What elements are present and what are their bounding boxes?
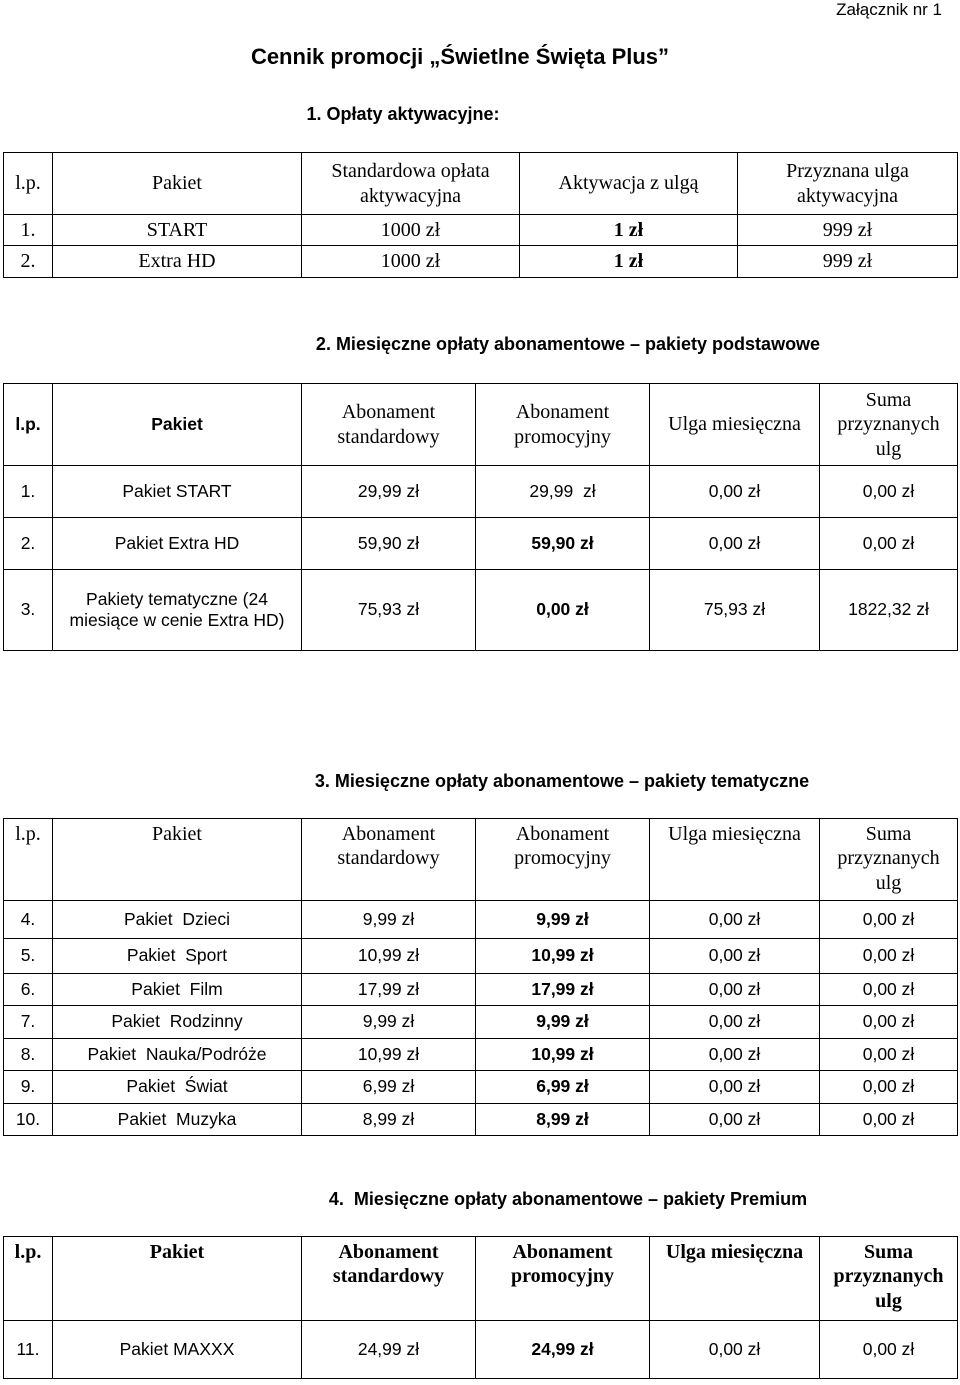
header-monthly-discount: Ulga miesięczna [650, 384, 820, 466]
header-package: Pakiet [53, 1237, 302, 1321]
cell-total-discounts: 0,00 zł [820, 1006, 958, 1039]
cell-lp: 6. [4, 974, 53, 1006]
header-package: Pakiet [53, 153, 302, 215]
cell-total-discounts: 0,00 zł [820, 1039, 958, 1071]
cell-total-discounts: 0,00 zł [820, 1071, 958, 1104]
header-monthly-discount: Ulga miesięczna [650, 1237, 820, 1321]
cell-lp: 8. [4, 1039, 53, 1071]
cell-package: Pakiet Dzieci [53, 901, 302, 939]
section3-heading-text: 3. Miesięczne opłaty abonamentowe – pakiety tematyczne [314, 771, 810, 791]
cell-discounted-activation: 1 zł [520, 246, 738, 278]
cell-monthly-discount: 0,00 zł [650, 974, 820, 1006]
cell-promo-subscription: 8,99 zł [476, 1104, 650, 1136]
table-row [4, 1039, 958, 1071]
cell-lp: 5. [4, 939, 53, 974]
cell-package: Pakiet MAXXX [53, 1321, 302, 1379]
cell-monthly-discount: 0,00 zł [650, 518, 820, 570]
header-total-discounts: Suma przyznanych ulg [820, 384, 958, 466]
cell-lp: 10. [4, 1104, 53, 1136]
cell-standard-subscription: 29,99 zł [302, 466, 476, 518]
cell-standard-subscription: 10,99 zł [302, 1039, 476, 1071]
cell-package: START [53, 215, 302, 246]
annex-label: Załącznik nr 1 [836, 0, 942, 19]
cell-monthly-discount: 0,00 zł [650, 1071, 820, 1104]
table-row [4, 1006, 958, 1039]
cell-standard-subscription: 6,99 zł [302, 1071, 476, 1104]
cell-package: Pakiet Sport [53, 939, 302, 974]
cell-lp: 11. [4, 1321, 53, 1379]
table-row [4, 246, 958, 278]
table-header-row [4, 819, 958, 901]
premium-packages-table [3, 1236, 958, 1379]
table-row [4, 518, 958, 570]
cell-activation-discount: 999 zł [738, 215, 958, 246]
table-header-row [4, 1237, 958, 1321]
cell-package: Pakiet Film [53, 974, 302, 1006]
cell-package: Pakiet Muzyka [53, 1104, 302, 1136]
cell-total-discounts: 0,00 zł [820, 518, 958, 570]
cell-monthly-discount: 0,00 zł [650, 466, 820, 518]
header-promo-subscription: Abonament promocyjny [476, 384, 650, 466]
header-lp: l.p. [4, 153, 53, 215]
cell-standard-fee: 1000 zł [302, 246, 520, 278]
cell-monthly-discount: 0,00 zł [650, 1039, 820, 1071]
cell-discounted-activation: 1 zł [520, 215, 738, 246]
cell-standard-subscription: 9,99 zł [302, 1006, 476, 1039]
cell-monthly-discount: 0,00 zł [650, 901, 820, 939]
cell-package: Pakiet Rodzinny [53, 1006, 302, 1039]
cell-standard-subscription: 59,90 zł [302, 518, 476, 570]
header-total-discounts: Suma przyznanych ulg [820, 819, 958, 901]
header-lp: l.p. [4, 819, 53, 901]
cell-promo-subscription: 24,99 zł [476, 1321, 650, 1379]
cell-standard-subscription: 24,99 zł [302, 1321, 476, 1379]
cell-promo-subscription: 10,99 zł [476, 939, 650, 974]
section2-heading-text: 2. Miesięczne opłaty abonamentowe – pakiety podstawowe [315, 334, 821, 354]
cell-promo-subscription: 10,99 zł [476, 1039, 650, 1071]
cell-lp: 7. [4, 1006, 53, 1039]
cell-total-discounts: 0,00 zł [820, 974, 958, 1006]
cell-monthly-discount: 75,93 zł [650, 570, 820, 651]
table-row [4, 974, 958, 1006]
cell-lp: 4. [4, 901, 53, 939]
cell-promo-subscription: 29,99 zł [476, 466, 650, 518]
table-row [4, 466, 958, 518]
cell-promo-subscription: 0,00 zł [476, 570, 650, 651]
cell-promo-subscription: 59,90 zł [476, 518, 650, 570]
header-lp: l.p. [4, 384, 53, 466]
table-row [4, 1071, 958, 1104]
cell-standard-subscription: 75,93 zł [302, 570, 476, 651]
thematic-packages-table [3, 818, 958, 1136]
header-promo-subscription: Abonament promocyjny [476, 1237, 650, 1321]
cell-promo-subscription: 6,99 zł [476, 1071, 650, 1104]
cell-package: Pakiet START [53, 466, 302, 518]
table-row [4, 1104, 958, 1136]
header-standard-subscription: Abonament standardowy [302, 384, 476, 466]
cell-promo-subscription: 9,99 zł [476, 901, 650, 939]
cell-package: Pakiet Świat [53, 1071, 302, 1104]
table-row [4, 1321, 958, 1379]
header-lp: l.p. [4, 1237, 53, 1321]
header-standard-subscription: Abonament standardowy [302, 819, 476, 901]
table-header-row [4, 384, 958, 466]
cell-lp: 2. [4, 518, 53, 570]
table-row [4, 570, 958, 651]
cell-monthly-discount: 0,00 zł [650, 939, 820, 974]
basic-packages-table [3, 383, 958, 651]
cell-lp: 1. [4, 466, 53, 518]
cell-lp: 1. [4, 215, 53, 246]
header-total-discounts: Suma przyznanych ulg [820, 1237, 958, 1321]
cell-standard-subscription: 8,99 zł [302, 1104, 476, 1136]
cell-package: Pakiety tematyczne (24 miesiące w cenie Extra HD) [53, 570, 302, 651]
header-standard-subscription: Abonament standardowy [302, 1237, 476, 1321]
header-package: Pakiet [53, 384, 302, 466]
section1-heading: 1. Opłaty aktywacyjne: [306, 104, 500, 124]
cell-package: Extra HD [53, 246, 302, 278]
cell-lp: 3. [4, 570, 53, 651]
cell-standard-subscription: 17,99 zł [302, 974, 476, 1006]
cell-monthly-discount: 0,00 zł [650, 1006, 820, 1039]
cell-promo-subscription: 17,99 zł [476, 974, 650, 1006]
cell-standard-subscription: 10,99 zł [302, 939, 476, 974]
header-promo-subscription: Abonament promocyjny [476, 819, 650, 901]
cell-package: Pakiet Extra HD [53, 518, 302, 570]
table-row [4, 215, 958, 246]
cell-package: Pakiet Nauka/Podróże [53, 1039, 302, 1071]
cell-total-discounts: 0,00 zł [820, 901, 958, 939]
cell-promo-subscription: 9,99 zł [476, 1006, 650, 1039]
cell-total-discounts: 0,00 zł [820, 939, 958, 974]
cell-monthly-discount: 0,00 zł [650, 1321, 820, 1379]
header-package: Pakiet [53, 819, 302, 901]
cell-total-discounts: 1822,32 zł [820, 570, 958, 651]
cell-lp: 2. [4, 246, 53, 278]
header-activation-discount: Przyznana ulga aktywacyjna [738, 153, 958, 215]
table-row [4, 939, 958, 974]
cell-activation-discount: 999 zł [738, 246, 958, 278]
page-title: Cennik promocji „Świetlne Święta Plus” [250, 44, 670, 69]
header-monthly-discount: Ulga miesięczna [650, 819, 820, 901]
activation-fees-table [3, 152, 958, 278]
cell-standard-fee: 1000 zł [302, 215, 520, 246]
cell-lp: 9. [4, 1071, 53, 1104]
table-header-row [4, 153, 958, 215]
cell-standard-subscription: 9,99 zł [302, 901, 476, 939]
header-discounted-activation: Aktywacja z ulgą [520, 153, 738, 215]
header-standard-fee: Standardowa opłata aktywacyjna [302, 153, 520, 215]
table-row [4, 901, 958, 939]
cell-total-discounts: 0,00 zł [820, 1321, 958, 1379]
cell-total-discounts: 0,00 zł [820, 1104, 958, 1136]
cell-total-discounts: 0,00 zł [820, 466, 958, 518]
cell-monthly-discount: 0,00 zł [650, 1104, 820, 1136]
section4-heading-text: 4. Miesięczne opłaty abonamentowe – pakiety Premium [328, 1189, 808, 1209]
